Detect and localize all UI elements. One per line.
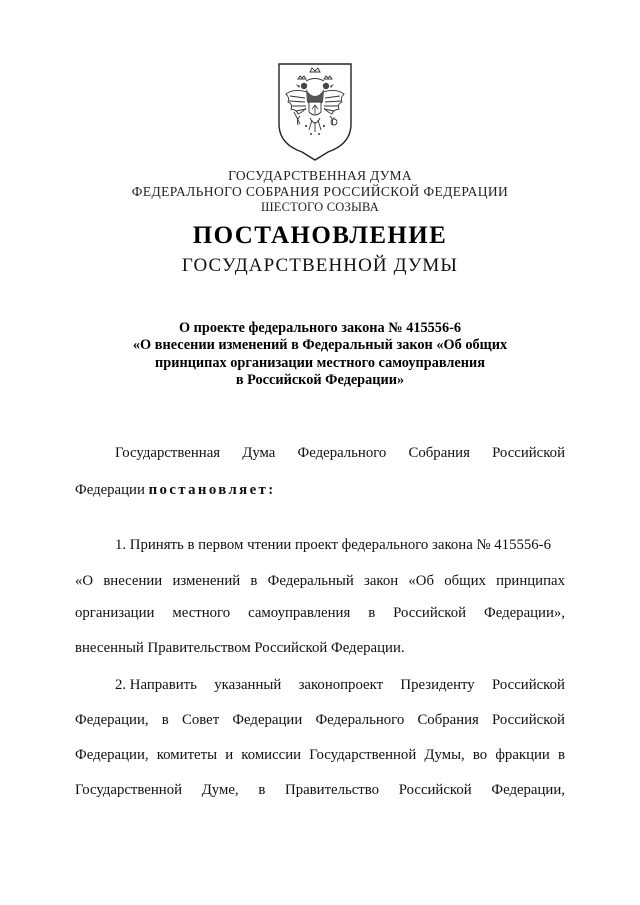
word: Российской — [398, 782, 472, 798]
preamble-line — [75, 482, 565, 502]
word: изменений — [172, 573, 241, 589]
word: Федерального — [297, 445, 387, 461]
word: Дума — [242, 445, 276, 461]
word: 2. Направить — [115, 677, 197, 693]
word: Российской — [492, 677, 565, 693]
item1-line — [75, 573, 565, 593]
document-type: ПОСТАНОВЛЕНИЕ — [192, 222, 448, 249]
word: Российской — [492, 445, 565, 461]
item1-line — [75, 605, 565, 625]
word: внесении — [103, 573, 163, 589]
word: фракции — [495, 747, 550, 763]
word: Российской — [492, 712, 565, 728]
coat-of-arms-icon — [276, 62, 354, 162]
document-issuer: ГОСУДАРСТВЕННОЙ ДУМЫ — [181, 255, 459, 276]
word: Думе, — [201, 782, 239, 798]
convocation: ШЕСТОГО СОЗЫВА — [260, 200, 380, 214]
word: Правительство — [285, 782, 380, 798]
word: Государственная — [115, 445, 221, 461]
word: Федеральный — [267, 573, 354, 589]
word: Федерального — [315, 712, 405, 728]
item1-line: 1. Принять в первом чтении проект федерального закона № 415556-6 — [115, 537, 551, 553]
organization-name: ГОСУДАРСТВЕННАЯ ДУМА — [228, 168, 412, 183]
word: Федерации — [75, 482, 145, 498]
word: комитеты — [156, 747, 218, 763]
word: и — [225, 747, 234, 763]
item1-line: внесенный Правительством Российской Федерации. — [75, 640, 405, 656]
word: Федерации, — [75, 747, 149, 763]
word: принципах — [496, 573, 565, 589]
word: комиссии — [241, 747, 302, 763]
subject-line: принципах организации местного самоуправления — [155, 354, 485, 371]
item2-line — [75, 677, 565, 697]
word: Думы, — [424, 747, 465, 763]
item2-line — [75, 712, 565, 732]
word: Федерации, — [491, 782, 565, 798]
word: в — [250, 573, 258, 589]
organization-parent: ФЕДЕРАЛЬНОГО СОБРАНИЯ РОССИЙСКОЙ ФЕДЕРАЦИИ — [131, 184, 509, 199]
word: Государственной — [309, 747, 417, 763]
word: Государственной — [75, 782, 183, 798]
word: закон — [364, 573, 399, 589]
word: Федерации», — [484, 605, 565, 621]
word: Собрания — [408, 445, 470, 461]
preamble-line — [75, 445, 565, 465]
document-subject — [0, 320, 640, 389]
subject-line: в Российской Федерации» — [235, 371, 405, 388]
word: Федерации, — [75, 712, 149, 728]
word: «О — [75, 573, 94, 589]
item2-line — [75, 782, 565, 802]
word: Российской — [393, 605, 467, 621]
word: Собрания — [417, 712, 479, 728]
word: «Об — [408, 573, 435, 589]
word: Федерации — [232, 712, 303, 728]
resolution-verb: постановляет: — [148, 482, 276, 498]
word: в — [368, 605, 376, 621]
word: Президенту — [400, 677, 475, 693]
word: в — [258, 782, 266, 798]
word: указанный — [214, 677, 282, 693]
word: Совет — [181, 712, 220, 728]
word: в — [557, 747, 565, 763]
subject-line: О проекте федерального закона № 415556-6 — [178, 320, 462, 336]
word: местного — [172, 605, 231, 621]
word: законопроект — [298, 677, 384, 693]
word: организации — [75, 605, 155, 621]
word: самоуправления — [248, 605, 351, 621]
subject-line: «О внесении изменений в Федеральный закон «Об общих — [132, 337, 508, 354]
word: общих — [444, 573, 486, 589]
word: во — [472, 747, 488, 763]
item2-line — [75, 747, 565, 767]
word: в — [161, 712, 169, 728]
